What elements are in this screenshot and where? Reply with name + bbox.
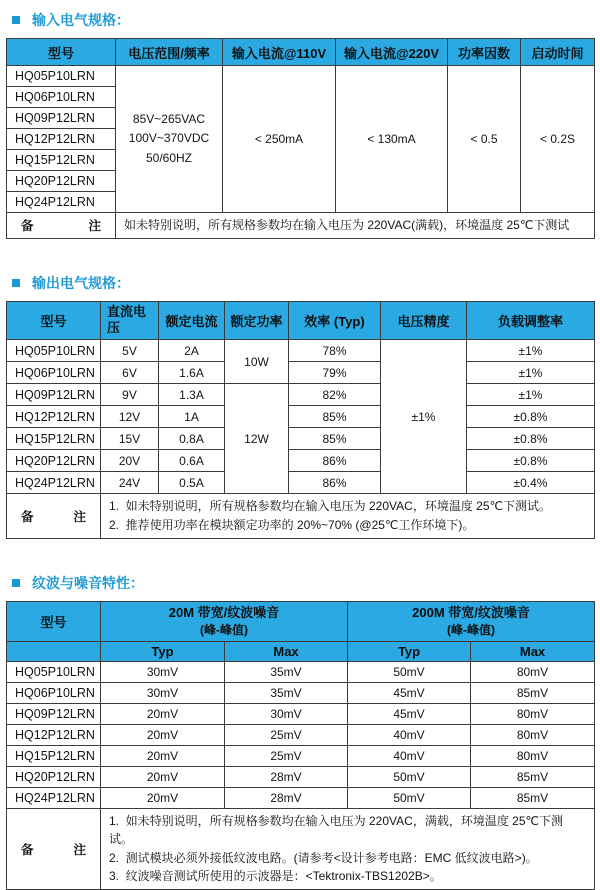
remark-char: 备 [21, 219, 34, 234]
remark-text-cell [101, 494, 595, 538]
max-20m-cell: 30mV [225, 703, 348, 724]
model-cell: HQ09P12LRN [7, 384, 101, 406]
table-row [7, 745, 595, 766]
voltage-range-line: 50/60HZ [145, 150, 193, 165]
dc-voltage-cell: 20V [101, 450, 159, 472]
header-row [7, 301, 595, 340]
col-header-efficiency: 效率 (Typ) [289, 301, 381, 340]
dc-voltage-cell: 12V [101, 406, 159, 428]
remark-char: 备 [21, 509, 34, 524]
model-cell: HQ20P12LRN [7, 450, 101, 472]
typ-200m-cell: 45mV [348, 703, 471, 724]
max-200m-cell: 85mV [471, 682, 595, 703]
typ-200m-cell: 40mV [348, 724, 471, 745]
remark-line: 2. 推荐使用功率在模块额定功率的 20%~70% (@25℃工作环境下)。 [109, 517, 475, 532]
remark-row [7, 213, 595, 239]
max-200m-cell: 80mV [471, 703, 595, 724]
model-cell: HQ20P12LRN [7, 171, 116, 192]
dc-voltage-cell: 9V [101, 384, 159, 406]
table-row [7, 787, 595, 808]
remark-line: 如未特别说明，所有规格参数均在输入电压为 220VAC(满载)，环境温度 25℃下测试 [124, 218, 570, 232]
remark-label-cell [7, 494, 101, 538]
table-row [7, 66, 595, 87]
max-200m-cell: 80mV [471, 745, 595, 766]
col-header-voltage-accuracy: 电压精度 [381, 301, 467, 340]
col-header-voltage-range: 电压范围/频率 [116, 39, 223, 66]
subheader-typ: Typ [101, 641, 225, 661]
group-header-line: 200M 带宽/纹波噪音 [412, 604, 530, 620]
table-row [7, 428, 595, 450]
model-cell: HQ06P10LRN [7, 362, 101, 384]
table-row [7, 703, 595, 724]
col-header-power-factor: 功率因数 [448, 39, 521, 66]
dc-voltage-cell: 5V [101, 340, 159, 362]
typ-20m-cell: 30mV [101, 661, 225, 682]
col-header-model: 型号 [7, 301, 101, 340]
remark-label [7, 840, 100, 858]
header-row [7, 601, 595, 641]
section-title-output [6, 269, 594, 301]
load-regulation-cell: ±1% [467, 362, 595, 384]
model-cell: HQ05P10LRN [7, 661, 101, 682]
section-input-specs [6, 6, 594, 239]
typ-20m-cell: 20mV [101, 766, 225, 787]
table-row [7, 340, 595, 362]
section-title-input [6, 6, 594, 38]
subheader-empty-cell [7, 641, 101, 661]
remark-char: 备 [21, 842, 34, 857]
table-row [7, 362, 595, 384]
model-cell: HQ06P10LRN [7, 682, 101, 703]
section-title-text: 纹波与噪音特性： [32, 574, 144, 591]
group-header-line: (峰-峰值) [447, 622, 496, 637]
col-header-model: 型号 [7, 39, 116, 66]
col-header-current-110: 输入电流@110V [223, 39, 336, 66]
efficiency-cell: 78% [289, 340, 381, 362]
dc-voltage-cell: 6V [101, 362, 159, 384]
col-header-startup-time: 启动时间 [521, 39, 595, 66]
typ-200m-cell: 50mV [348, 766, 471, 787]
table-row [7, 384, 595, 406]
section-ripple-noise [6, 569, 594, 890]
model-cell: HQ15P12LRN [7, 745, 101, 766]
typ-200m-cell: 50mV [348, 661, 471, 682]
remark-line: 1. 如未特别说明，所有规格参数均在输入电压为 220VAC，满载，环境温度 25℃下测试。 [109, 813, 563, 847]
remark-row [7, 494, 595, 538]
model-cell: HQ15P12LRN [7, 428, 101, 450]
table-row [7, 450, 595, 472]
typ-200m-cell: 45mV [348, 682, 471, 703]
efficiency-cell: 85% [289, 428, 381, 450]
max-200m-cell: 80mV [471, 661, 595, 682]
remark-label [7, 216, 115, 234]
load-regulation-cell: ±0.8% [467, 406, 595, 428]
typ-20m-cell: 20mV [101, 745, 225, 766]
typ-20m-cell: 20mV [101, 703, 225, 724]
col-header-model: 型号 [7, 601, 101, 641]
rated-power-cell: 10W [225, 340, 289, 384]
typ-200m-cell: 40mV [348, 745, 471, 766]
table-row [7, 724, 595, 745]
model-cell: HQ12P12LRN [7, 724, 101, 745]
section-output-specs [6, 269, 594, 539]
rated-power-cell: 12W [225, 384, 289, 494]
group-header-line: 20M 带宽/纹波噪音 [168, 604, 280, 620]
model-cell: HQ24P12LRN [7, 787, 101, 808]
max-200m-cell: 85mV [471, 787, 595, 808]
remark-label-cell [7, 808, 101, 889]
remark-label [7, 507, 100, 525]
section-title-text: 输出电气规格： [32, 274, 130, 291]
voltage-range-line: 100V~370VDC [128, 131, 210, 146]
remark-char: 注 [73, 509, 86, 524]
typ-200m-cell: 50mV [348, 787, 471, 808]
efficiency-cell: 79% [289, 362, 381, 384]
dc-voltage-cell: 24V [101, 472, 159, 494]
rated-current-cell: 1.3A [159, 384, 225, 406]
ripple-noise-table [6, 601, 595, 890]
section-title-text: 输入电气规格： [32, 12, 130, 28]
model-cell: HQ06P10LRN [7, 87, 116, 108]
square-bullet-icon [12, 579, 20, 587]
efficiency-cell: 85% [289, 406, 381, 428]
load-regulation-cell: ±0.8% [467, 428, 595, 450]
table-row [7, 682, 595, 703]
subheader-typ: Typ [348, 641, 471, 661]
max-20m-cell: 25mV [225, 724, 348, 745]
model-cell: HQ24P12LRN [7, 472, 101, 494]
remark-text-cell [116, 213, 595, 239]
voltage-range-cell [116, 66, 223, 213]
model-cell: HQ24P12LRN [7, 192, 116, 213]
subheader-max: Max [471, 641, 595, 661]
model-cell: HQ15P12LRN [7, 150, 116, 171]
header-row [7, 39, 595, 66]
group-header-200m [348, 601, 595, 641]
table-row [7, 472, 595, 494]
model-cell: HQ05P10LRN [7, 340, 101, 362]
remark-char: 注 [73, 842, 86, 857]
remark-text-cell [101, 808, 595, 889]
group-header-20m [101, 601, 348, 641]
input-specs-table [6, 38, 595, 239]
rated-current-cell: 0.8A [159, 428, 225, 450]
rated-current-cell: 1A [159, 406, 225, 428]
max-20m-cell: 28mV [225, 766, 348, 787]
group-header-line: (峰-峰值) [200, 622, 248, 637]
efficiency-cell: 86% [289, 450, 381, 472]
section-title-ripple [6, 569, 594, 601]
remark-line: 3. 纹波噪音测试所使用的示波器是：<Tektronix-TBS1202B>。 [109, 869, 442, 884]
startup-time-cell: < 0.2S [521, 66, 595, 213]
model-cell: HQ09P12LRN [7, 108, 116, 129]
max-20m-cell: 28mV [225, 787, 348, 808]
efficiency-cell: 82% [289, 384, 381, 406]
remark-line: 2. 测试模块必须外接低纹波电路。(请参考<设计参考电路：EMC 低纹波电路>)。 [109, 850, 538, 865]
input-current-220-cell: < 130mA [336, 66, 448, 213]
remark-char: 注 [88, 219, 101, 234]
load-regulation-cell: ±1% [467, 384, 595, 406]
rated-current-cell: 0.5A [159, 472, 225, 494]
max-20m-cell: 35mV [225, 661, 348, 682]
col-header-current-220: 输入电流@220V [336, 39, 448, 66]
rated-current-cell: 1.6A [159, 362, 225, 384]
max-20m-cell: 35mV [225, 682, 348, 703]
voltage-accuracy-cell: ±1% [381, 340, 467, 494]
square-bullet-icon [12, 16, 20, 24]
max-20m-cell: 25mV [225, 745, 348, 766]
col-header-rated-power: 额定功率 [225, 301, 289, 340]
dc-voltage-cell: 15V [101, 428, 159, 450]
col-header-rated-current: 额定电流 [159, 301, 225, 340]
output-specs-table [6, 301, 595, 539]
power-factor-cell: < 0.5 [448, 66, 521, 213]
load-regulation-cell: ±0.8% [467, 450, 595, 472]
typ-20m-cell: 30mV [101, 682, 225, 703]
max-200m-cell: 80mV [471, 724, 595, 745]
col-header-load-regulation: 负载调整率 [467, 301, 595, 340]
subheader-row [7, 641, 595, 661]
subheader-max: Max [225, 641, 348, 661]
table-row [7, 406, 595, 428]
load-regulation-cell: ±1% [467, 340, 595, 362]
typ-20m-cell: 20mV [101, 724, 225, 745]
remark-label-cell [7, 213, 116, 239]
model-cell: HQ20P12LRN [7, 766, 101, 787]
model-cell: HQ09P12LRN [7, 703, 101, 724]
max-200m-cell: 85mV [471, 766, 595, 787]
rated-current-cell: 2A [159, 340, 225, 362]
remark-line: 1. 如未特别说明，所有规格参数均在输入电压为 220VAC，环境温度 25℃下测试。 [109, 499, 551, 514]
table-row [7, 766, 595, 787]
model-cell: HQ12P12LRN [7, 406, 101, 428]
table-row [7, 661, 595, 682]
rated-current-cell: 0.6A [159, 450, 225, 472]
model-cell: HQ05P10LRN [7, 66, 116, 87]
typ-20m-cell: 20mV [101, 787, 225, 808]
voltage-range-line: 85V~265VAC [132, 112, 206, 127]
efficiency-cell: 86% [289, 472, 381, 494]
col-header-dc-voltage: 直流电压 [101, 301, 159, 340]
input-current-110-cell: < 250mA [223, 66, 336, 213]
load-regulation-cell: ±0.4% [467, 472, 595, 494]
square-bullet-icon [12, 279, 20, 287]
model-cell: HQ12P12LRN [7, 129, 116, 150]
remark-row [7, 808, 595, 889]
